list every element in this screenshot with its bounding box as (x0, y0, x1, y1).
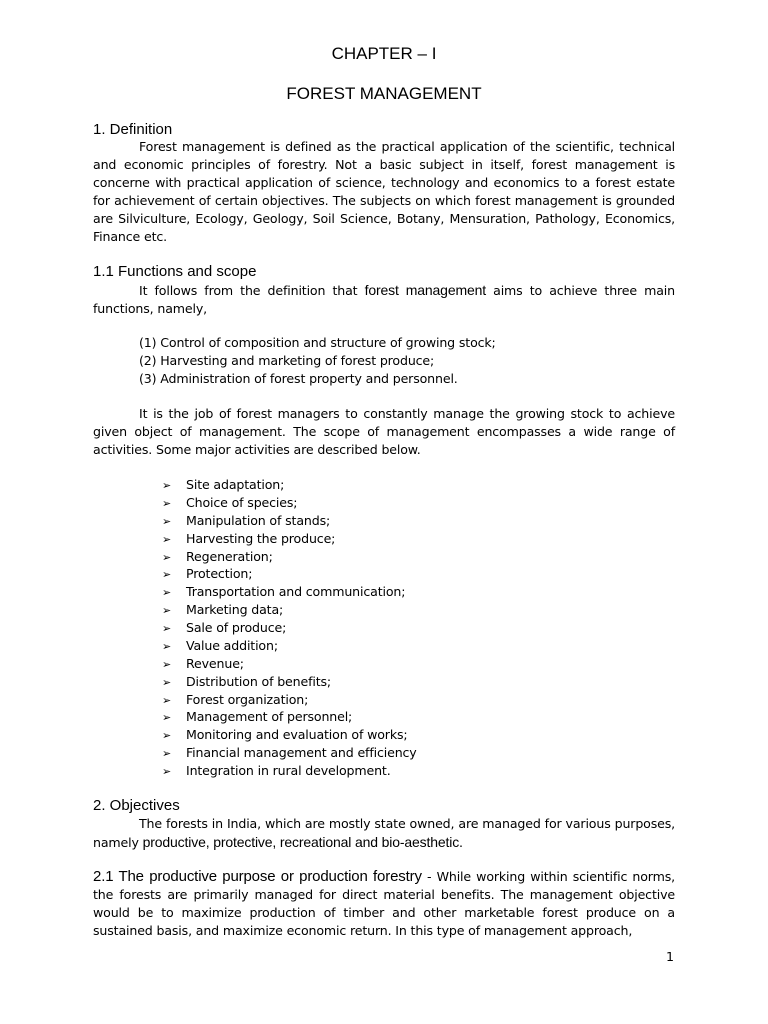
list-item: ➢ Choice of species; (162, 494, 417, 512)
page-title: FOREST MANAGEMENT (286, 84, 482, 103)
list-item: ➢ Site adaptation; (162, 476, 417, 494)
page-number: 1 (666, 949, 674, 964)
arrow-bullet-icon: ➢ (162, 550, 172, 564)
function-item: (3) Administration of forest property and personnel. (139, 371, 458, 386)
arrow-bullet-icon: ➢ (162, 729, 172, 743)
arrow-bullet-icon: ➢ (162, 622, 172, 635)
arrow-bullet-icon: ➢ (162, 496, 172, 510)
function-item: (1) Control of composition and structure of growing stock; (139, 335, 496, 350)
list-item: ➢ Value addition; (162, 637, 417, 655)
arrow-bullet-icon: ➢ (162, 747, 172, 761)
list-item: ➢ Forest organization; (162, 691, 417, 709)
chapter-title: CHAPTER – I (331, 44, 437, 63)
arrow-bullet-icon: ➢ (162, 532, 172, 546)
objectives-paragraph: The forests in India, which are mostly state owned, are managed for various purposes, namely productive, protective, recreational and bio-aesthetic. (93, 816, 675, 850)
list-item: ➢ Transportation and communication; (162, 583, 417, 601)
production-forestry-paragraph: 2.1 The productive purpose or production forestry - While working within scientific norms, the forests are primarily managed for direct material benefits. The management objective would be to maximize production of timber and other marketable forest produce on a sustained basis, and maximize economic return. In this type of management approach, (93, 868, 675, 938)
list-item: ➢ Financial management and efficiency (162, 744, 417, 762)
arrow-bullet-icon: ➢ (162, 479, 172, 492)
arrow-bullet-icon: ➢ (162, 675, 172, 689)
section-heading-definition: 1. Definition (93, 121, 173, 138)
list-item: ➢ Integration in rural development. (162, 762, 417, 780)
list-item: ➢ Sale of produce; (162, 619, 417, 637)
function-item: (2) Harvesting and marketing of forest produce; (139, 353, 435, 368)
section-heading-production-forestry: 2.1 The productive purpose or production forestry (93, 868, 422, 885)
list-item: ➢ Harvesting the produce; (162, 530, 417, 548)
functions-intro-paragraph: It follows from the definition that forest management aims to achieve three main functions, namely, (93, 282, 675, 316)
list-item: ➢ Manipulation of stands; (162, 512, 417, 530)
forest-management-emphasis: forest management (364, 282, 486, 298)
arrow-bullet-icon: ➢ (162, 693, 172, 707)
list-item: ➢ Distribution of benefits; (162, 673, 417, 691)
arrow-bullet-icon: ➢ (162, 514, 172, 528)
activities-list (162, 476, 417, 780)
list-item: ➢ Monitoring and evaluation of works; (162, 726, 417, 744)
purposes-emphasis: productive, protective, recreational and bio-aesthetic (142, 834, 460, 850)
list-item: ➢ Protection; (162, 565, 417, 583)
arrow-bullet-icon: ➢ (162, 657, 172, 671)
arrow-bullet-icon: ➢ (162, 604, 172, 618)
list-item: ➢ Management of personnel; (162, 708, 417, 726)
list-item: ➢ Revenue; (162, 655, 417, 673)
arrow-bullet-icon: ➢ (162, 765, 172, 778)
list-item: ➢ Regeneration; (162, 548, 417, 566)
definition-paragraph: Forest management is defined as the practical application of the scientific, technical and economic principles of forestry. Not a basic subject in itself, forest management is concerne with practical application of science, technology and economics to a forest estate for achievement of certain objectives. The subjects on which forest management is grounded are Silviculture, Ecology, Geology, Soil Science, Botany, Mensuration, Pathology, Economics, Finance etc. (93, 139, 675, 244)
arrow-bullet-icon: ➢ (162, 586, 172, 600)
arrow-bullet-icon: ➢ (162, 711, 172, 725)
section-heading-functions: 1.1 Functions and scope (93, 263, 257, 280)
section-heading-objectives: 2. Objectives (93, 797, 180, 814)
arrow-bullet-icon: ➢ (162, 639, 172, 653)
scope-paragraph: It is the job of forest managers to constantly manage the growing stock to achieve given object of management. The scope of management encompasses a wide range of activities. Some major activities are described below. (93, 406, 675, 457)
arrow-bullet-icon: ➢ (162, 568, 172, 582)
list-item: ➢ Marketing data; (162, 601, 417, 619)
